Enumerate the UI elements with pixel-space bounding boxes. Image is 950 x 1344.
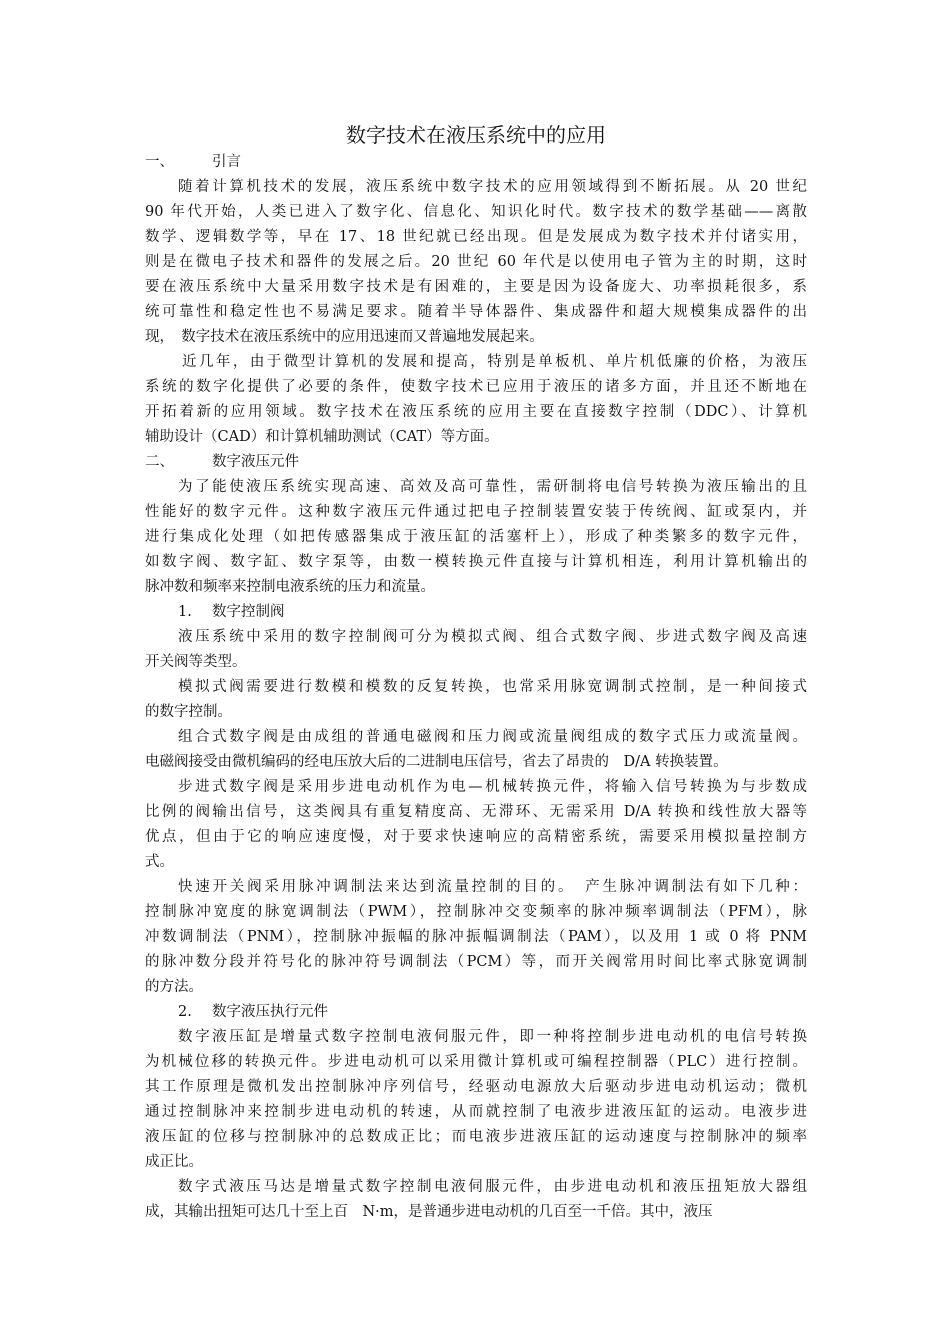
paragraph-line: 冲数调制法（PNM），控制脉冲振幅的脉冲振幅调制法（PAM），以及用 1 或 0 将 PNM [145,929,807,945]
paragraph-line: 进行集成化处理（如把传感器集成于液压缸的活塞杆上），形成了种类繁多的数字元件， [145,529,807,545]
paragraph-line: 要在液压系统中大量采用数字技术是有困难的，主要是因为设备庞大、功率损耗很多，系 [145,279,807,295]
paragraph-line: 辅助设计（CAD）和计算机辅助测试（CAT）等方面。 [145,429,499,445]
paragraph [145,625,807,675]
paragraph-line: 则是在微电子技术和器件的发展之后。20 世纪 60 年代是以使用电子管为主的时期，这时 [145,254,807,270]
paragraph-line: 开关阀等类型。 [145,654,247,670]
paragraph-line: 性能好的数字元件。这种数字液压元件通过把电子控制装置安装于传统阀、缸或泵内，并 [145,504,807,520]
paragraph-line: 系统的数字化提供了必要的条件，使数字技术已应用于液压的诸多方面，并且还不断地在 [145,379,807,395]
paragraph-line: 现， 数字技术在液压系统中的应用迅速而又普遍地发展起来。 [145,329,544,345]
paragraph-line: 90 年代开始，人类已进入了数字化、信息化、知识化时代。数字技术的数学基础——离散 [145,204,807,220]
subsection-title: 数字液压执行元件 [212,1004,328,1020]
paragraph [145,675,807,725]
subsection-heading [145,1000,807,1025]
paragraph-line: 数字式液压马达是增量式数字控制电液伺服元件，由步进电动机和液压扭矩放大器组 [178,1179,807,1195]
paragraph-line: 其工作原理是微机发出控制脉冲序列信号，经驱动电源放大后驱动步进电动机运动；微机 [145,1079,807,1095]
paragraph [145,475,807,600]
subsection-number: 2. [178,1004,192,1020]
section-number: 二、 [145,454,174,470]
paragraph-line: 快速开关阀采用脉冲调制法来达到流量控制的目的。 产生脉冲调制法有如下几种： [178,879,807,895]
paragraph-line: 优点，但由于它的响应速度慢，对于要求快速响应的高精密系统，需要采用模拟量控制方 [145,829,807,845]
paragraph-line: 比例的阀输出信号，这类阀具有重复精度高、无滞环、无需采用 D/A 转换和线性放大器等 [145,804,807,820]
paragraph-line: 电磁阀接受由微机编码的经电压放大后的二进制电压信号，省去了昂贵的 D/A 转换装置。 [145,754,728,770]
paragraph-line: 步进式数字阀是采用步进电动机作为电—机械转换元件，将输入信号转换为与步数成 [178,779,807,795]
section-title: 引言 [212,154,241,170]
paragraph-line: 成，其输出扭矩可达几十至上百 N·m，是普通步进电动机的几百至一千倍。其中，液压 [145,1204,713,1220]
document-body [145,150,807,1225]
paragraph [145,1175,807,1225]
subsection-number: 1. [178,604,192,620]
paragraph-line: 式。 [145,854,174,870]
paragraph-line: 开拓着新的应用领域。数字技术在液压系统的应用主要在直接数字控制（DDC）、计算机 [145,404,807,420]
paragraph [145,875,807,1000]
paragraph-line: 统可靠性和稳定性也不易满足要求。随着半导体器件、集成器件和超大规模集成器件的出 [145,304,807,320]
section-number: 一、 [145,154,174,170]
paragraph-line: 的方法。 [145,979,203,995]
subsection-heading [145,600,807,625]
paragraph-line: 组合式数字阀是由成组的普通电磁阀和压力阀或流量阀组成的数字式压力或流量阀。 [178,729,807,745]
paragraph-line: 如数字阀、数字缸、数字泵等，由数一模转换元件直接与计算机相连，利用计算机输出的 [145,554,807,570]
paragraph-line: 通过控制脉冲来控制步进电动机的转速，从而就控制了电液步进液压缸的运动。电液步进 [145,1104,807,1120]
paragraph [145,725,807,775]
section-heading [145,450,807,475]
paragraph-line: 的数字控制。 [145,704,232,720]
section-title: 数字液压元件 [212,454,299,470]
paragraph-line: 模拟式阀需要进行数模和模数的反复转换，也常采用脉宽调制式控制，是一种间接式 [178,679,807,695]
paragraph [145,1025,807,1175]
document-page [145,120,807,1225]
paragraph [145,775,807,875]
paragraph-line: 为了能使液压系统实现高速、高效及高可靠性，需研制将电信号转换为液压输出的且 [178,479,807,495]
paragraph-line: 的脉冲数分段并符号化的脉冲符号调制法（PCM）等，而开关阀常用时间比率式脉宽调制 [145,954,807,970]
paragraph-line: 数学、逻辑数学等，早在 17、18 世纪就已经出现。但是发展成为数字技术并付诸实用， [145,229,807,245]
paragraph-line: 随着计算机技术的发展，液压系统中数字技术的应用领域得到不断拓展。从 20 世纪 [178,179,807,195]
paragraph [145,350,807,450]
paragraph-line: 液压系统中采用的数字控制阀可分为模拟式阀、组合式数字阀、步进式数字阀及高速 [178,629,807,645]
document-title: 数字技术在液压系统中的应用 [346,123,606,147]
paragraph-line: 为机械位移的转换元件。步进电动机可以采用微计算机或可编程控制器（PLC）进行控制。 [145,1054,807,1070]
paragraph-line: 脉冲数和频率来控制电液系统的压力和流量。 [145,579,435,595]
paragraph-line: 成正比。 [145,1154,203,1170]
paragraph-line: 液压缸的位移与控制脉冲的总数成正比；而电液步进液压缸的运动速度与控制脉冲的频率 [145,1129,807,1145]
paragraph-line: 数字液压缸是增量式数字控制电液伺服元件，即一种将控制步进电动机的电信号转换 [178,1029,807,1045]
paragraph-line: 近几年，由于微型计算机的发展和提高，特别是单板机、单片机低廉的价格，为液压 [182,354,807,370]
paragraph-line: 控制脉冲宽度的脉宽调制法（PWM），控制脉冲交变频率的脉冲频率调制法（PFM），脉 [145,904,807,920]
subsection-title: 数字控制阀 [212,604,285,620]
section-heading [145,150,807,175]
paragraph [145,175,807,350]
